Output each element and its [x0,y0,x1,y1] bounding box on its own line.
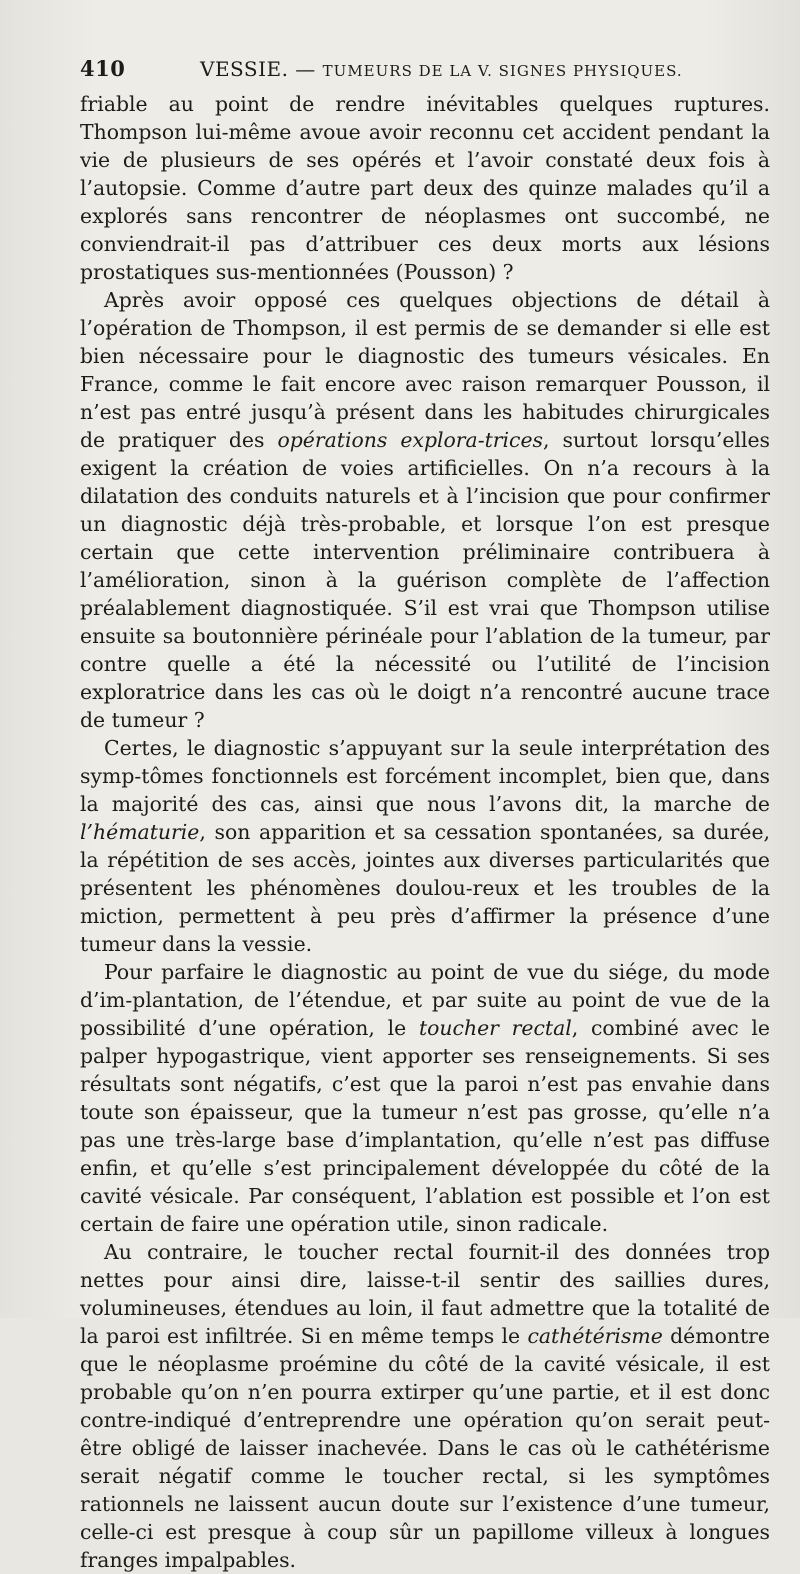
body-text [80,90,770,1574]
text-segment: , combiné avec le palper hypogastrique, vient apporter ses renseignements. Si ses résultats sont négatifs, c’est que la paroi n’est pas envahie dans toute son épaisseur, que la tumeur n’est pas grosse, qu’elle n’a pas une très-large base d’implantation, qu’elle n’est pas diffuse enfin, et qu’elle s’est principalement développée du côté de la cavité vésicale. Par conséquent, l’ablation est possible et l’on est certain de faire une opération utile, sinon radicale. [80,1016,770,1236]
text-segment: Certes, le diagnostic s’appuyant sur la seule interprétation des symp-tômes fonctionnels est forcément incomplet, bien que, dans la majorité des cas, ainsi que nous l’avons dit, la marche de [80,736,770,816]
text-segment: Après avoir opposé ces quelques objections de détail à l’opération de Thompson, il est permis de se demander si elle est bien nécessaire pour le diagnostic des tumeurs vésicales. En France, comme le fait encore avec raison remarquer Pousson, il n’est pas entré jusqu’à présent dans les habitudes chirurgicales de pratiquer des [80,288,770,452]
italic-term: cathétérisme [527,1324,663,1348]
italic-term: l’hématurie [80,820,200,844]
paragraph [80,286,770,734]
running-head-subtitle: TUMEURS DE LA V. SIGNES PHYSIQUES. [322,62,683,80]
paragraph [80,90,770,286]
paragraph [80,734,770,958]
text-segment: friable au point de rendre inévitables quelques ruptures. Thompson lui-même avoue avoir reconnu cet accident pendant la vie de plusieurs de ses opérés et l’avoir constaté deux fois à l’autopsie. Comme d’autre part deux des quinze malades qu’il a explorés sans rencontrer de néoplasmes ont succombé, ne conviendrait-il pas d’attribuer ces deux morts aux lésions prostatiques sus-mentionnées (Pousson) ? [80,92,770,284]
italic-term: toucher rectal [418,1016,572,1040]
text-segment: , son apparition et sa cessation spontanées, sa durée, la répétition de ses accès, jointes aux diverses particularités que présentent les phénomènes doulou-reux et les troubles de la miction, permettent à peu près d’affirmer la présence d’une tumeur dans la vessie. [80,820,770,956]
text-segment: , surtout lorsqu’elles exigent la création de voies artificielles. On n’a recours à la dilatation des conduits naturels et à l’incision que pour confirmer un diagnostic déjà très-probable, et lorsque l’on est presque certain que cette intervention préliminaire contribuera à l’amélioration, sinon à la guérison complète de l’affection préalablement diagnostiquée. S’il est vrai que Thompson utilise ensuite sa boutonnière périnéale pour l’ablation de la tumeur, par contre quelle a été la nécessité ou l’utilité de l’incision exploratrice dans les cas où le doigt n’a rencontré aucune trace de tumeur ? [80,428,771,732]
italic-term: opérations explora-trices [277,428,544,452]
page-header [80,56,770,90]
running-head [200,57,770,81]
text-segment: Pour parfaire le diagnostic au point de vue du siége, du mode d’im-plantation, de l’étendue, et par suite au point de vue de la possibilité d’une opération, le [80,960,770,1040]
text-segment: démontre que le néoplasme proémine du côté de la cavité vésicale, il est probable qu’on n’en pourra extirper qu’une partie, et il est donc contre-indiqué d’entreprendre une opération qu’on serait peut-être obligé de laisser inachevée. Dans le cas où le cathétérisme serait négatif comme le toucher rectal, si les symptômes rationnels ne laissent aucun doute sur l’existence d’une tumeur, celle-ci est presque à coup sûr un papillome villeux à longues franges impalpables. [80,1324,770,1572]
text-segment: Au contraire, le toucher rectal fournit-il des données trop nettes pour ainsi dire, laisse-t-il sentir des saillies dures, volumineuses, étendues au loin, il faut admettre que la totalité de la paroi est infiltrée. Si en même temps le [80,1240,770,1348]
paragraph [80,1238,770,1574]
running-head-separator: — [288,57,323,81]
running-head-main: VESSIE. [200,57,289,81]
paragraph [80,958,770,1238]
page-number: 410 [80,56,126,81]
